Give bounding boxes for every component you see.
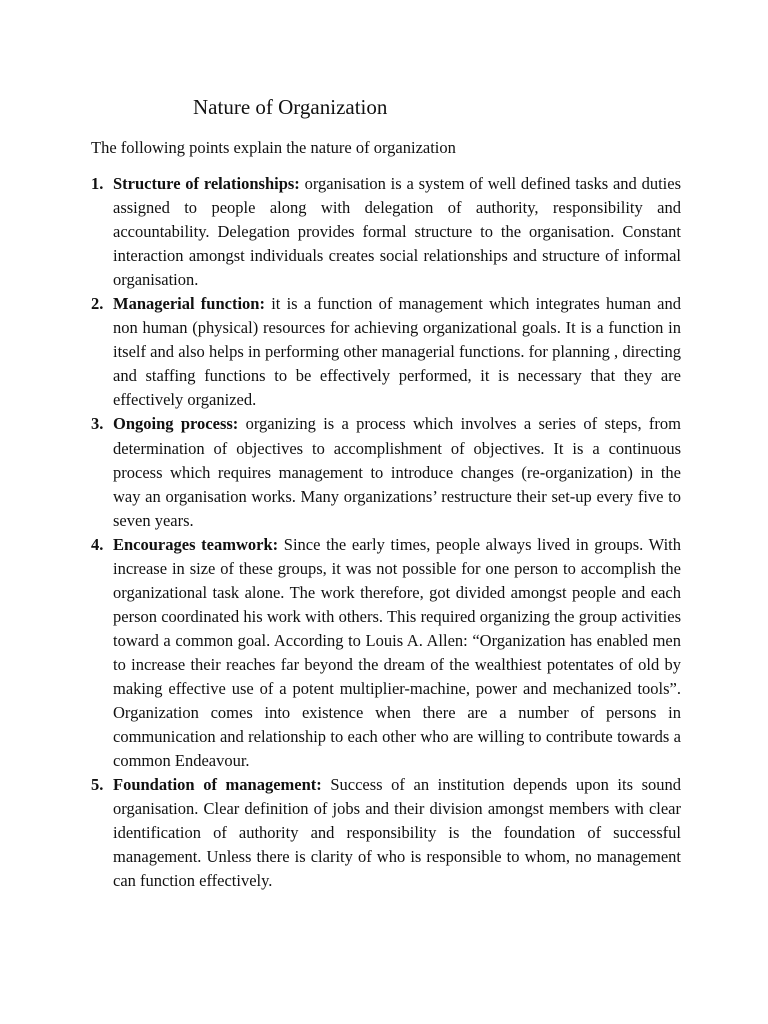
point-item-5 <box>91 773 681 893</box>
point-number: 3. <box>91 414 104 434</box>
point-item-4 <box>91 533 681 773</box>
point-number: 5. <box>91 775 104 795</box>
point-heading: Ongoing process: <box>113 414 239 434</box>
point-number: 4. <box>91 534 104 554</box>
document-title: Nature of Organization <box>193 95 388 119</box>
point-text: it is a function of management which integrates human and non human (physical) resources for achieving organizational goals. It is a function in itself and also helps in performing other managerial functions. for planning , directing and staffing functions to be effectively performed, it is necessary that they are effectively organized. <box>113 294 681 410</box>
point-text: organizing is a process which involves a series of steps, from determination of objectives to accomplishment of objectives. It is a continuous process which requires management to introduce changes (re-organization) in the way an organisation works. Many organizations’ restructure their set-up every five to seven years. <box>113 414 681 530</box>
point-item-3 <box>91 412 681 532</box>
point-heading: Managerial function: <box>113 294 265 314</box>
point-heading: Encourages teamwork: <box>113 534 279 554</box>
point-number: 1. <box>91 174 104 193</box>
intro-text: The following points explain the nature of organization <box>91 138 456 157</box>
points-list <box>91 172 681 893</box>
point-text: organisation is a system of well defined tasks and duties assigned to people along with delegation of authority, responsibility and accountability. Delegation provides formal structure to the organisation. Constant interaction amongst individuals creates social relationships and structure of informal organisation. <box>113 174 682 290</box>
point-item-1 <box>91 172 681 292</box>
point-heading: Structure of relationships: <box>113 174 300 193</box>
point-text: Since the early times, people always lived in groups. With increase in size of these groups, it was not possible for one person to accomplish the organizational task alone. The work therefore, got divided amongst people and each person coordinated his work with others. This required organizing the group activities toward a common goal. According to Louis A. Allen: “Organization has enabled men to increase their reaches far beyond the dream of the wealthiest potentates of old by making effective use of a potent multiplier-machine, power and mechanized tools”. Organization comes into existence when there are a number of persons in communication and relationship to each other who are willing to contribute towards a common Endeavour. <box>113 534 681 771</box>
point-number: 2. <box>91 294 104 314</box>
point-heading: Foundation of management: <box>113 775 322 795</box>
point-item-2 <box>91 292 681 412</box>
point-text: Success of an institution depends upon its sound organisation. Clear definition of jobs and their division amongst members with clear identification of authority and responsibility is the foundation of successful management. Unless there is clarity of who is responsible to whom, no management can function effectively. <box>113 775 682 891</box>
